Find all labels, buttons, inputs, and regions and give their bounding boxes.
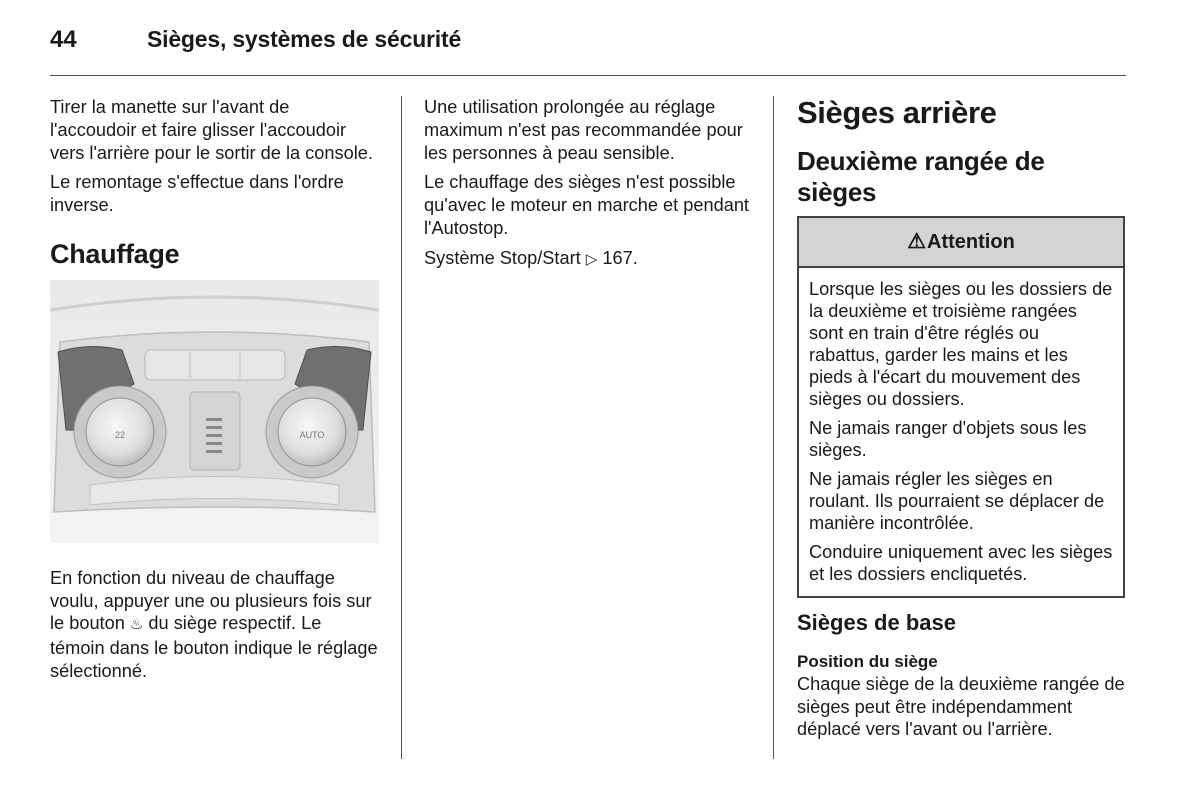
column-left: [50, 96, 380, 690]
heading-rear-seats: Sièges arrière: [797, 95, 997, 130]
svg-text:22: 22: [114, 429, 126, 440]
paragraph-sensitive-skin: Une utilisation prolongée au réglage maximum n'est pas recommandée pour les personnes à peau sensible.: [424, 97, 743, 163]
svg-text:AUTO: AUTO: [299, 429, 325, 440]
paragraph-seat-position: Chaque siège de la deuxième rangée de sièges peut être indépendamment déplacé vers l'avant ou l'arrière.: [797, 673, 1125, 740]
warning-paragraph: Ne jamais ranger d'objets sous les sièges.: [809, 418, 1087, 460]
warning-paragraph: Lorsque les sièges ou les dossiers de la deuxième et troisième rangées sont en train d'être réglés ou rabattus, garder les mains et les pieds à l'écart du mouvement des sièges ou dossiers.: [809, 279, 1113, 409]
arrow-reference-icon: ▷: [585, 250, 598, 268]
seat-heating-icon: ♨: [129, 616, 144, 634]
column-divider-1: [401, 96, 402, 759]
column-middle: [424, 96, 754, 279]
page-title: Sièges, systèmes de sécurité: [147, 26, 462, 52]
warning-header: [799, 218, 1123, 268]
paragraph-reassembly: Le remontage s'effectue dans l'ordre inverse.: [50, 172, 344, 216]
warning-paragraph: Conduire uniquement avec les sièges et les dossiers encliquetés.: [809, 542, 1113, 584]
heading-seat-position: Position du siège: [797, 651, 938, 671]
warning-title: Attention: [927, 230, 1015, 253]
warning-body: [799, 268, 1123, 596]
column-right: [797, 96, 1127, 748]
warning-triangle-icon: ⚠: [907, 229, 927, 253]
heading-base-seats: Sièges de base: [797, 610, 956, 635]
column-divider-2: [773, 96, 774, 759]
header-divider: [50, 75, 1126, 76]
paragraph-armrest: Tirer la manette sur l'avant de l'accoudoir et faire glisser l'accoudoir vers l'arrière pour le sortir de la console.: [50, 97, 373, 163]
paragraph-engine-running: Le chauffage des sièges n'est possible qu'avec le moteur en marche et pendant l'Autostop.: [424, 172, 749, 238]
paragraph-stop-start-reference: Système Stop/Start ▷ 167.: [424, 247, 638, 268]
heading-second-row: Deuxième rangée de sièges: [797, 146, 1045, 207]
warning-paragraph: Ne jamais régler les sièges en roulant. Ils pourraient se déplacer de manière incontrôlée.: [809, 469, 1105, 533]
paragraph-heating-instructions: En fonction du niveau de chauffage voulu, appuyer une ou plusieurs fois sur le bouton ♨ du siège respectif. Le témoin dans le bouton indique le réglage sélectionné.: [50, 567, 378, 681]
page-header: [50, 26, 1126, 56]
warning-box: [797, 216, 1125, 598]
page-number: 44: [50, 26, 77, 53]
section-heading-heating: Chauffage: [50, 238, 180, 269]
climate-control-illustration: [50, 280, 379, 543]
